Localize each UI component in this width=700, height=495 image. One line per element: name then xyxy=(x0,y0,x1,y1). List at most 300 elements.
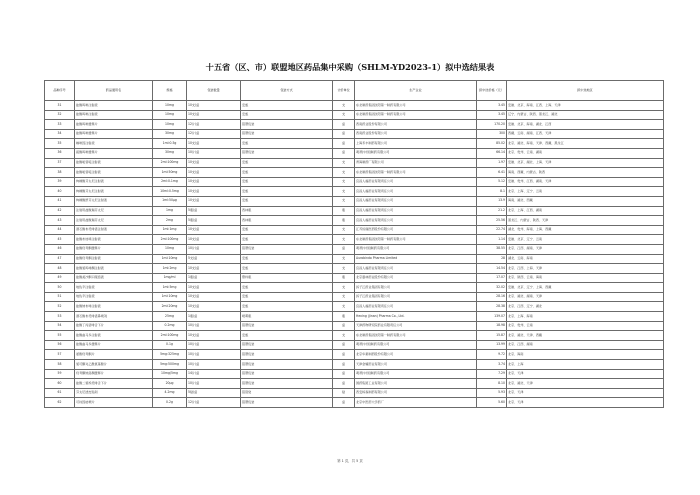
cell-drug-name: 氢可酮对乙酰氨基酚片 xyxy=(75,360,153,370)
cell-seq: 51 xyxy=(45,292,75,302)
cell-price: 6.41 xyxy=(477,168,507,178)
cell-pack-qty: 10支/盒 xyxy=(187,225,241,235)
cell-unit: 盒 xyxy=(333,369,355,379)
cell-spec: 10mg/5mg xyxy=(153,369,187,379)
cell-drug-name: 地佐辛注射液 xyxy=(75,283,153,293)
table-row xyxy=(45,196,664,206)
cell-spec: 1mg/ml xyxy=(153,273,187,283)
cell-regions: 北京、贵州、云南、湖南 xyxy=(507,148,664,158)
cell-drug-name: 芬太尼透皮贴剂 xyxy=(75,388,153,398)
cell-spec: 2ml:100mg xyxy=(153,158,187,168)
cell-unit: 瓶 xyxy=(333,206,355,216)
cell-pack-method: 安瓿 xyxy=(241,254,333,264)
cell-drug-name: 盐酸哌替啶注射液 xyxy=(75,168,153,178)
cell-manufacturer: 宜昌人福药业有限责任公司 xyxy=(355,206,477,216)
cell-price: 3.45 xyxy=(477,101,507,111)
cell-drug-name: 咖啡因注射液 xyxy=(75,139,153,149)
cell-seq: 33 xyxy=(45,120,75,130)
cell-seq: 61 xyxy=(45,388,75,398)
table-row xyxy=(45,292,664,302)
cell-manufacturer: 萌蒂(中国)制药有限公司 xyxy=(355,148,477,158)
cell-pack-qty: 10支/盒 xyxy=(187,196,241,206)
cell-seq: 41 xyxy=(45,196,75,206)
cell-pack-method: 安瓿 xyxy=(241,139,333,149)
cell-pack-qty: 1瓶/盒 xyxy=(187,312,241,322)
cell-pack-qty: 10片/盒 xyxy=(187,360,241,370)
cell-regions: 北京、湖北、湖南、天津 xyxy=(507,292,664,302)
cell-drug-name: 盐酸布桂嗪注射液 xyxy=(75,235,153,245)
cell-unit: 盒 xyxy=(333,129,355,139)
cell-spec: 1ml:2mg xyxy=(153,264,187,274)
cell-regions: 安徽、贵州、江西、湖南、天津 xyxy=(507,177,664,187)
header-pack-method: 包装方式 xyxy=(241,81,333,101)
cell-price: 5.93 xyxy=(477,388,507,398)
cell-regions: 北京、江西、湖南、天津 xyxy=(507,244,664,254)
cell-spec: 25mg xyxy=(153,312,187,322)
cell-drug-name: 盐酸曲马多注射液 xyxy=(75,331,153,341)
cell-unit: 支 xyxy=(333,254,355,264)
cell-unit: 盒 xyxy=(333,360,355,370)
cell-regions: 北京、上海、辽宁、云南 xyxy=(507,187,664,197)
table-row xyxy=(45,187,664,197)
cell-price: 3.74 xyxy=(477,360,507,370)
cell-spec: 20μg xyxy=(153,379,187,389)
cell-pack-method: 铝塑包装 xyxy=(241,321,333,331)
table-row xyxy=(45,340,664,350)
cell-pack-method: 铝塑包装 xyxy=(241,379,333,389)
cell-manufacturer: 宜昌人福药业有限责任公司 xyxy=(355,264,477,274)
cell-pack-method: 安瓿 xyxy=(241,292,333,302)
cell-unit: 支 xyxy=(333,235,355,245)
cell-price: 25.56 xyxy=(477,216,507,226)
cell-pack-method: 铝塑包装 xyxy=(241,120,333,130)
cell-manufacturer: 上海禾丰制药有限公司 xyxy=(355,139,477,149)
cell-seq: 50 xyxy=(45,283,75,293)
cell-spec: 10mg xyxy=(153,110,187,120)
cell-regions: 北京、上海、海南 xyxy=(507,312,664,322)
cell-manufacturer: 萌蒂(中国)制药有限公司 xyxy=(355,244,477,254)
cell-manufacturer: 天津药物研究院药业有限责任公司 xyxy=(355,321,477,331)
cell-manufacturer: 扬子江药业集团有限公司 xyxy=(355,283,477,293)
cell-drug-name: 氨酚羟考酮片 xyxy=(75,350,153,360)
cell-regions: 北京、天津 xyxy=(507,369,664,379)
cell-pack-method: 安瓿 xyxy=(241,101,333,111)
cell-pack-method: 铝塑包装 xyxy=(241,340,333,350)
cell-unit: 瓶 xyxy=(333,312,355,322)
cell-seq: 56 xyxy=(45,340,75,350)
cell-price: 5.12 xyxy=(477,177,507,187)
cell-seq: 47 xyxy=(45,254,75,264)
cell-seq: 60 xyxy=(45,379,75,389)
cell-drug-name: 盐酸哌替啶注射液 xyxy=(75,158,153,168)
table-row xyxy=(45,225,664,235)
cell-drug-name: 硫酸吗啡缓释片 xyxy=(75,148,153,158)
cell-pack-qty: 12片/盒 xyxy=(187,120,241,130)
cell-manufacturer: 天津金耀药业有限公司 xyxy=(355,360,477,370)
cell-pack-method: 安瓿 xyxy=(241,264,333,274)
cell-price: 18.98 xyxy=(477,321,507,331)
cell-spec: 1mg xyxy=(153,206,187,216)
cell-pack-qty: 12片/盒 xyxy=(187,129,241,139)
table-row xyxy=(45,120,664,130)
cell-spec: 2ml:100mg xyxy=(153,235,187,245)
page-footer: 第 1 页，共 5 页 xyxy=(337,459,363,463)
cell-unit: 支 xyxy=(333,101,355,111)
cell-unit: 支 xyxy=(333,187,355,197)
cell-spec: 1ml:10mg xyxy=(153,292,187,302)
cell-unit: 支 xyxy=(333,225,355,235)
cell-pack-qty: 10支/盒 xyxy=(187,168,241,178)
cell-seq: 55 xyxy=(45,331,75,341)
cell-seq: 46 xyxy=(45,244,75,254)
cell-unit: 瓶 xyxy=(333,216,355,226)
cell-regions: 湖北、贵州、海南、上海、西藏 xyxy=(507,225,664,235)
cell-price: 3.45 xyxy=(477,110,507,120)
cell-pack-method: 西林瓶 xyxy=(241,206,333,216)
table-row xyxy=(45,139,664,149)
cell-price: 15.87 xyxy=(477,331,507,341)
cell-manufacturer: 北京华素制药股份有限公司 xyxy=(355,350,477,360)
table-row xyxy=(45,283,664,293)
cell-manufacturer: 青海制药厂有限公司 xyxy=(355,158,477,168)
table-row xyxy=(45,264,664,274)
cell-pack-qty: 10片/盒 xyxy=(187,321,241,331)
cell-spec: 0.2mg xyxy=(153,321,187,331)
cell-manufacturer: 东北制药集团沈阳第一制药有限公司 xyxy=(355,168,477,178)
cell-regions: 安徽、北京、辽宁、云南 xyxy=(507,235,664,245)
cell-pack-qty: 5贴/盒 xyxy=(187,388,241,398)
cell-manufacturer: Aurobindo Pharma Limited xyxy=(355,254,477,264)
table-header-row xyxy=(45,81,664,101)
cell-manufacturer: 宜昌人福药业有限责任公司 xyxy=(355,302,477,312)
cell-pack-method: 安瓿 xyxy=(241,196,333,206)
cell-seq: 58 xyxy=(45,360,75,370)
cell-pack-method: 安瓿 xyxy=(241,187,333,197)
cell-unit: 支 xyxy=(333,283,355,293)
table-row xyxy=(45,321,664,331)
header-drug-name: 药品通用名 xyxy=(75,81,153,101)
cell-price: 139.07 xyxy=(477,312,507,322)
header-regions: 拟中选地区 xyxy=(507,81,664,101)
cell-pack-qty: 10支/盒 xyxy=(187,283,241,293)
cell-spec: 0.2g xyxy=(153,398,187,408)
cell-spec: 30mg xyxy=(153,148,187,158)
cell-regions: 辽宁、内蒙古、陕西、黑龙江、湖北 xyxy=(507,110,664,120)
cell-drug-name: 酒石酸布托啡诺鼻喷剂 xyxy=(75,312,153,322)
cell-regions: 北京、海南 xyxy=(507,350,664,360)
cell-regions: 北京、上海、江西、湖南 xyxy=(507,206,664,216)
cell-pack-qty: 12片/盒 xyxy=(187,398,241,408)
cell-seq: 59 xyxy=(45,369,75,379)
table-row xyxy=(45,206,664,216)
cell-drug-name: 盐酸美沙酮口服溶液 xyxy=(75,273,153,283)
cell-manufacturer: 西南药业股份有限公司 xyxy=(355,120,477,130)
cell-drug-name: 地佐辛注射液 xyxy=(75,292,153,302)
cell-pack-qty: 10支/盒 xyxy=(187,292,241,302)
cell-manufacturer: 宜昌人福药业有限责任公司 xyxy=(355,196,477,206)
cell-drug-name: 盐酸吗啡缓释片 xyxy=(75,120,153,130)
table-row xyxy=(45,101,664,111)
table-row xyxy=(45,360,664,370)
cell-price: 28 xyxy=(477,254,507,264)
cell-seq: 34 xyxy=(45,129,75,139)
cell-seq: 31 xyxy=(45,101,75,111)
cell-seq: 36 xyxy=(45,148,75,158)
cell-seq: 57 xyxy=(45,350,75,360)
cell-regions: 北京、江西、湖南 xyxy=(507,340,664,350)
cell-manufacturer: 西安杨森制药有限公司 xyxy=(355,388,477,398)
cell-regions: 海南、湖北、西藏 xyxy=(507,196,664,206)
cell-manufacturer: 宜昌人福药业有限责任公司 xyxy=(355,216,477,226)
cell-price: 85.02 xyxy=(477,139,507,149)
cell-spec: 1ml:50μg xyxy=(153,196,187,206)
cell-seq: 32 xyxy=(45,110,75,120)
cell-drug-name: 枸橼酸芬太尼注射液 xyxy=(75,177,153,187)
header-spec: 规格 xyxy=(153,81,187,101)
cell-price: 7.29 xyxy=(477,369,507,379)
cell-spec: 1ml:1mg xyxy=(153,225,187,235)
cell-seq: 52 xyxy=(45,302,75,312)
cell-drug-name: 盐酸吗啡缓释片 xyxy=(75,129,153,139)
cell-spec: 2mg xyxy=(153,216,187,226)
cell-price: 28.16 xyxy=(477,292,507,302)
cell-spec: 2ml:0.1mg xyxy=(153,177,187,187)
cell-unit: 支 xyxy=(333,264,355,274)
cell-manufacturer: Hexing (Jinan) Pharma Co., Ltd. xyxy=(355,312,477,322)
cell-regions: 黑龙江、内蒙古、陕西、天津 xyxy=(507,216,664,226)
cell-spec: 30mg xyxy=(153,129,187,139)
cell-regions: 北京、湖北、海南、天津、西藏、黑龙江 xyxy=(507,139,664,149)
cell-pack-method: 安瓿 xyxy=(241,331,333,341)
cell-pack-qty: 10支/盒 xyxy=(187,110,241,120)
cell-price: 1.14 xyxy=(477,235,507,245)
cell-seq: 43 xyxy=(45,216,75,226)
cell-seq: 48 xyxy=(45,264,75,274)
cell-pack-method: 安瓿 xyxy=(241,225,333,235)
table-row xyxy=(45,177,664,187)
cell-drug-name: 酒石酸布托啡诺注射液 xyxy=(75,225,153,235)
table-row xyxy=(45,168,664,178)
cell-seq: 42 xyxy=(45,206,75,216)
cell-spec: 10mg xyxy=(153,120,187,130)
table-row xyxy=(45,302,664,312)
cell-pack-method: 铝塑包装 xyxy=(241,360,333,370)
cell-drug-name: 可待因桔梗片 xyxy=(75,398,153,408)
cell-seq: 37 xyxy=(45,158,75,168)
cell-price: 9.72 xyxy=(477,350,507,360)
cell-price: 66.14 xyxy=(477,148,507,158)
cell-seq: 62 xyxy=(45,398,75,408)
cell-manufacturer: 江苏恒瑞医药股份有限公司 xyxy=(355,225,477,235)
cell-drug-name: 盐酸纳布啡注射液 xyxy=(75,302,153,312)
cell-unit: 盒 xyxy=(333,139,355,149)
cell-pack-method: 安瓿 xyxy=(241,302,333,312)
cell-regions: 北京、江西、上海、天津 xyxy=(507,264,664,274)
cell-drug-name: 盐酸丁丙诺啡舌下片 xyxy=(75,321,153,331)
cell-pack-qty: 1瓶/盒 xyxy=(187,273,241,283)
cell-seq: 49 xyxy=(45,273,75,283)
table-row xyxy=(45,398,664,408)
cell-price: 13.9 xyxy=(477,196,507,206)
cell-unit: 支 xyxy=(333,331,355,341)
cell-spec: 2ml:20mg xyxy=(153,302,187,312)
table-row xyxy=(45,273,664,283)
table-row xyxy=(45,129,664,139)
cell-pack-qty: 10片/盒 xyxy=(187,350,241,360)
cell-spec: 1ml:0.5g xyxy=(153,139,187,149)
cell-manufacturer: 国药集团工业有限公司 xyxy=(355,379,477,389)
cell-spec: 5mg:500mg xyxy=(153,360,187,370)
cell-pack-method: 安瓿 xyxy=(241,168,333,178)
cell-pack-qty: 10支/盒 xyxy=(187,101,241,111)
cell-price: 5.60 xyxy=(477,398,507,408)
cell-manufacturer: 扬子江药业集团有限公司 xyxy=(355,292,477,302)
table-row xyxy=(45,369,664,379)
cell-manufacturer: 东北制药集团沈阳第一制药有限公司 xyxy=(355,110,477,120)
cell-pack-qty: 10片/盒 xyxy=(187,340,241,350)
cell-pack-method: 塑料瓶 xyxy=(241,273,333,283)
table-row xyxy=(45,244,664,254)
cell-manufacturer: 北京嘉林药业股份有限公司 xyxy=(355,273,477,283)
cell-pack-method: 西林瓶 xyxy=(241,216,333,226)
cell-unit: 支 xyxy=(333,177,355,187)
cell-pack-qty: 10支/盒 xyxy=(187,264,241,274)
cell-pack-qty: 10支/盒 xyxy=(187,139,241,149)
cell-seq: 40 xyxy=(45,187,75,197)
cell-pack-method: 安瓿 xyxy=(241,110,333,120)
cell-manufacturer: 宜昌人福药业有限责任公司 xyxy=(355,187,477,197)
cell-pack-method: 铝塑包装 xyxy=(241,129,333,139)
cell-unit: 贴 xyxy=(333,388,355,398)
cell-regions: 安徽、北京、辽宁、上海、西藏 xyxy=(507,283,664,293)
cell-price: 32.02 xyxy=(477,283,507,293)
header-pack-qty: 包装数量 xyxy=(187,81,241,101)
table-row xyxy=(45,235,664,245)
cell-pack-method: 安瓿 xyxy=(241,235,333,245)
cell-seq: 39 xyxy=(45,177,75,187)
cell-regions: 北京、上海 xyxy=(507,360,664,370)
cell-pack-qty: 5瓶/盒 xyxy=(187,216,241,226)
cell-price: 1.97 xyxy=(477,158,507,168)
cell-pack-qty: 10片/盒 xyxy=(187,148,241,158)
cell-price: 14.54 xyxy=(477,264,507,274)
cell-pack-qty: 14片/盒 xyxy=(187,369,241,379)
cell-pack-qty: 10支/盒 xyxy=(187,187,241,197)
cell-drug-name: 盐酸吗啡注射液 xyxy=(75,110,153,120)
cell-seq: 35 xyxy=(45,139,75,149)
cell-spec: 1ml:50mg xyxy=(153,168,187,178)
cell-regions: 海南、西藏、内蒙古、陕西 xyxy=(507,168,664,178)
cell-manufacturer: 东北制药集团沈阳第一制药有限公司 xyxy=(355,101,477,111)
cell-regions: 北京、湖北、天津 xyxy=(507,379,664,389)
cell-drug-name: 羟考酮纳洛酮缓释片 xyxy=(75,369,153,379)
cell-drug-name: 盐酸羟考酮缓释片 xyxy=(75,244,153,254)
cell-seq: 53 xyxy=(45,312,75,322)
cell-regions: 北京、湖北、天津、西藏 xyxy=(507,331,664,341)
cell-unit: 支 xyxy=(333,292,355,302)
cell-drug-name: 盐酸曲马多缓释片 xyxy=(75,340,153,350)
cell-unit: 支 xyxy=(333,110,355,120)
cell-seq: 45 xyxy=(45,235,75,245)
cell-pack-method: 安瓿 xyxy=(241,283,333,293)
cell-unit: 盒 xyxy=(333,244,355,254)
cell-price: 8.10 xyxy=(477,379,507,389)
cell-pack-method: 铝塑包装 xyxy=(241,398,333,408)
cell-drug-name: 盐酸吗啡注射液 xyxy=(75,101,153,111)
cell-manufacturer: 东北制药集团沈阳第一制药有限公司 xyxy=(355,331,477,341)
cell-unit: 支 xyxy=(333,158,355,168)
cell-pack-method: 铝塑包装 xyxy=(241,148,333,158)
cell-pack-method: 铝塑包装 xyxy=(241,369,333,379)
cell-pack-qty: 10支/盒 xyxy=(187,177,241,187)
cell-unit: 盒 xyxy=(333,120,355,130)
cell-manufacturer: 萌蒂(中国)制药有限公司 xyxy=(355,369,477,379)
cell-unit: 支 xyxy=(333,196,355,206)
cell-pack-qty: 10支/盒 xyxy=(187,302,241,312)
cell-pack-method: 铝箔袋 xyxy=(241,388,333,398)
cell-price: 300 xyxy=(477,129,507,139)
cell-pack-method: 铝塑包装 xyxy=(241,244,333,254)
cell-unit: 盒 xyxy=(333,321,355,331)
table-row xyxy=(45,312,664,322)
cell-regions: 北京、江西、辽宁、湖北 xyxy=(507,302,664,312)
cell-unit: 盒 xyxy=(333,398,355,408)
cell-pack-qty: 10支/盒 xyxy=(187,158,241,168)
cell-manufacturer: 萌蒂(中国)制药有限公司 xyxy=(355,340,477,350)
cell-manufacturer: 宜昌人福药业有限责任公司 xyxy=(355,177,477,187)
results-table xyxy=(44,80,664,408)
cell-price: 170.20 xyxy=(477,120,507,130)
cell-spec: 1ml:10mg xyxy=(153,254,187,264)
cell-drug-name: 枸橼酸舒芬太尼注射液 xyxy=(75,196,153,206)
cell-regions: 湖北、云南、海南 xyxy=(507,254,664,264)
cell-seq: 38 xyxy=(45,168,75,178)
cell-pack-method: 安瓿 xyxy=(241,158,333,168)
cell-spec: 4.2mg xyxy=(153,388,187,398)
cell-unit: 盒 xyxy=(333,148,355,158)
header-seq: 品种序号 xyxy=(45,81,75,101)
cell-seq: 54 xyxy=(45,321,75,331)
table-row xyxy=(45,110,664,120)
cell-pack-method: 铝塑包装 xyxy=(241,350,333,360)
cell-pack-qty: 5支/盒 xyxy=(187,254,241,264)
cell-unit: 瓶 xyxy=(333,273,355,283)
cell-regions: 西藏、云南、湖南、江西、天津 xyxy=(507,129,664,139)
cell-manufacturer: 西南药业股份有限公司 xyxy=(355,129,477,139)
cell-spec: 10ml:0.5mg xyxy=(153,187,187,197)
table-row xyxy=(45,331,664,341)
cell-unit: 盒 xyxy=(333,379,355,389)
cell-drug-name: 注射用盐酸瑞芬太尼 xyxy=(75,216,153,226)
cell-unit: 支 xyxy=(333,168,355,178)
cell-spec: 1ml:5mg xyxy=(153,283,187,293)
table-row xyxy=(45,254,664,264)
cell-regions: 安徽、北京、湖北、上海、天津 xyxy=(507,158,664,168)
cell-seq: 44 xyxy=(45,225,75,235)
cell-price: 22.74 xyxy=(477,225,507,235)
cell-regions: 北京、天津 xyxy=(507,388,664,398)
cell-price: 38.55 xyxy=(477,244,507,254)
cell-manufacturer: 北京中医药大学药厂 xyxy=(355,398,477,408)
cell-spec: 0.1g xyxy=(153,340,187,350)
cell-drug-name: 枸橼酸芬太尼注射液 xyxy=(75,187,153,197)
cell-regions: 北京、贵州、云南 xyxy=(507,321,664,331)
cell-spec: 5mg:325mg xyxy=(153,350,187,360)
cell-pack-qty: 5瓶/盒 xyxy=(187,206,241,216)
cell-unit: 盒 xyxy=(333,350,355,360)
table-row xyxy=(45,350,664,360)
header-unit: 计价单位 xyxy=(333,81,355,101)
